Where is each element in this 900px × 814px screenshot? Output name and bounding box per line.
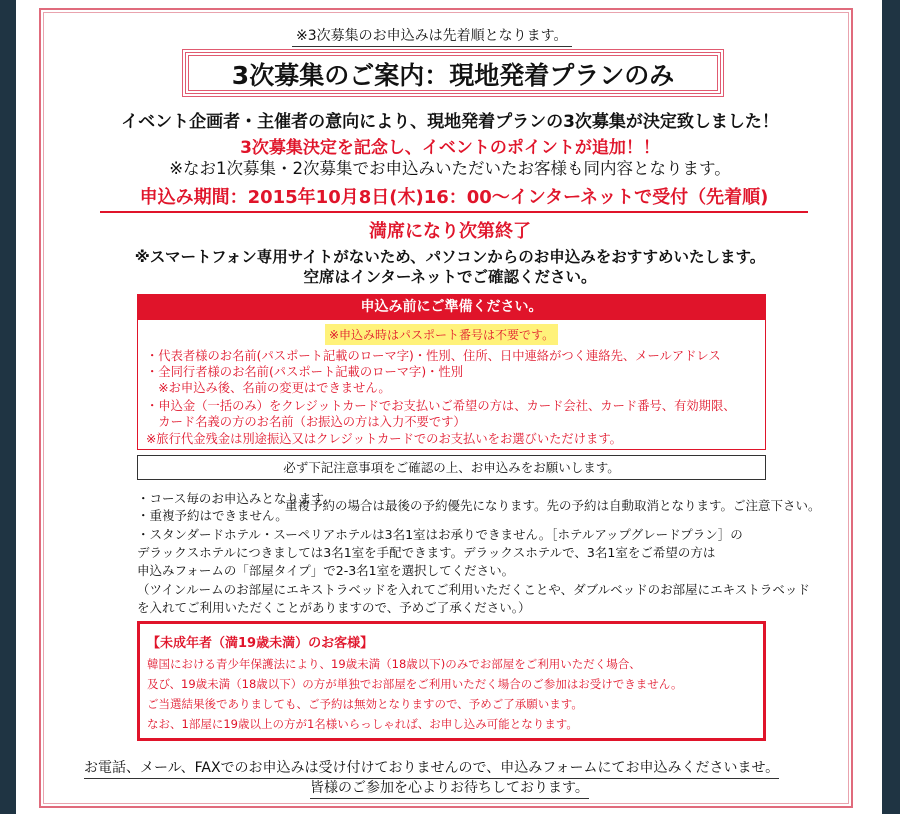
footer-no-phone-note: お電話、メール、FAXでのお申込みは受け付けておりませんので、申込みフォームにてお申込みくださいませ。 <box>84 757 779 779</box>
first-come-notice: ※3次募集のお申込みは先着順となります。 <box>292 25 572 47</box>
minors-line: なお、1部屋に19歳以上の方が1名様いらっしゃれば、お申し込み可能となります。 <box>147 717 578 731</box>
preparation-box <box>137 294 766 450</box>
minors-line: 及び、19歳未満（18歳以下）の方が単独でお部屋をご利用いただく場合のご参加はお受けできません。 <box>147 677 683 691</box>
intro-line-1: イベント企画者・主催者の意向により、現地発着プランの3次募集が決定致しました！ <box>121 112 779 132</box>
prep-line: ・申込金（一括のみ）をクレジットカードでお支払いご希望の方は、カード会社、カード番号、有効期限、 <box>146 399 736 413</box>
prep-line: ・全同行者様のお名前(パスポート記載のローマ字)・性別 <box>146 365 464 379</box>
full-notice: 満席になり次第終了 <box>369 221 531 242</box>
note-line: を入れてご利用いただくことがありますので、予めご了承ください。） <box>137 600 531 615</box>
minors-line: 韓国における青少年保護法により、19歳未満（18歳以下)のみでお部屋をご利用いただく場合、 <box>147 657 641 671</box>
smartphone-note: ※スマートフォン専用サイトがないため、パソコンからのお申込みをおすすめいたします。 <box>134 248 766 266</box>
footer-closing: 皆様のご参加を心よりお待ちしております。 <box>310 777 589 799</box>
note-line: 申込みフォームの「部屋タイプ」で2-3名1室を選択してください。 <box>137 563 515 578</box>
note-line: ・スタンダードホテル・スーペリアホテルは3名1室はお承りできません。［ホテルアップグレードプラン］の <box>137 527 743 542</box>
prep-line: カード名義の方のお名前（お振込の方は入力不要です） <box>146 415 466 429</box>
application-period: 申込み期間：2015年10月8日(木)16：00～インターネットで受付（先着順) <box>100 183 808 213</box>
prep-line: ・代表者様のお名前(パスポート記載のローマ字)・性別、住所、日中連絡がつく連絡先、メールアドレス <box>146 349 721 363</box>
note-course: ・コース毎のお申込みとなります。 <box>137 491 336 506</box>
intro-line-3: ※なお1次募集・2次募集でお申込みいただいたお客様も同内容となります。 <box>169 159 731 178</box>
passport-highlight: ※申込み時はパスポート番号は不要です。 <box>325 324 558 345</box>
must-confirm-box: 必ず下記注意事項をご確認の上、お申込みをお願いします。 <box>137 455 766 480</box>
seat-check-note: 空席はインターネットでご確認ください。 <box>303 268 597 286</box>
page-title: 3次募集のご案内：現地発着プランのみ <box>231 61 675 90</box>
note-duplicate: ・重複予約はできません。 <box>137 508 288 523</box>
preparation-heading: 申込み前にご準備ください。 <box>138 295 765 320</box>
minors-line: ご当選結果後でありましても、ご予約は無効となりますので、予めご了承願います。 <box>147 697 583 711</box>
prep-line: ※旅行代金残金は別途振込又はクレジットカードでのお支払いをお選びいただけます。 <box>146 432 622 446</box>
minors-box <box>137 621 766 741</box>
minors-title: 【未成年者（満19歳未満）のお客様】 <box>147 636 374 651</box>
prep-line: ※お申込み後、名前の変更はできません。 <box>146 381 391 395</box>
note-line: デラックスホテルにつきましては3名1室を手配できます。デラックスホテルで、3名1室をご希望の方は <box>137 545 716 560</box>
note-overlap: 重複予約の場合は最後の予約優先になります。先の予約は自動取消となります。ご注意下さい。 <box>285 498 821 513</box>
note-line: （ツインルームのお部屋にエキストラベッドを入れてご利用いただくことや、ダブルベッドのお部屋にエキストラベッド <box>137 582 810 597</box>
intro-line-2: 3次募集決定を記念し、イベントのポイントが追加！！ <box>240 138 660 158</box>
